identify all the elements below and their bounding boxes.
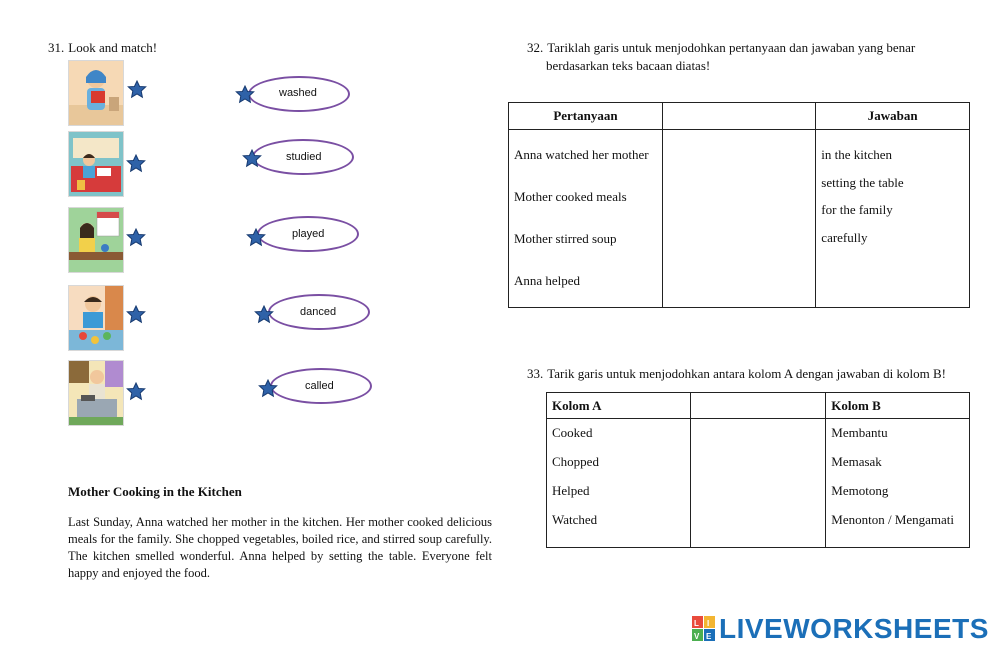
q32-header-pertanyaan: Pertanyaan (509, 103, 663, 130)
q32-answer: carefully (821, 230, 868, 245)
q32-question: Mother cooked meals (514, 189, 627, 204)
logo-text: LIVEWORKSHEETS (719, 613, 989, 644)
q32-header-middle (662, 103, 815, 130)
picture-1-washing (68, 60, 124, 126)
q33-col-a-cell (547, 419, 691, 548)
word-label: washed (279, 87, 317, 99)
q33-col-a-item: Watched (552, 512, 598, 527)
q32-answer: for the family (821, 202, 893, 217)
q32-answer: in the kitchen (821, 147, 893, 162)
svg-text:V: V (694, 632, 700, 641)
q31-header (48, 39, 157, 57)
svg-text:E: E (706, 632, 712, 641)
q33-header-kolom-b: Kolom B (826, 393, 970, 419)
svg-text:I: I (707, 619, 710, 628)
q33-col-a-item: Cooked (552, 425, 593, 440)
q33-number: 33. (527, 366, 544, 381)
q33-col-b-item: Menonton / Mengamati (831, 512, 955, 527)
q33-header-middle (690, 393, 826, 419)
word-label: studied (286, 151, 322, 163)
story-body: Last Sunday, Anna watched her mother in the kitchen. Her mother cooked delicious meals for the family. She chopped vegetables, boiled rice, and stirred soup carefully. The kitchen smelled wonderful. Anna helped by setting the table. Everyone felt happy and enjoyed the food. (68, 515, 492, 580)
star-icon[interactable] (258, 379, 278, 399)
q32-header (527, 39, 967, 57)
q33-header (527, 365, 977, 383)
star-icon[interactable] (246, 228, 266, 248)
word-label: called (305, 380, 334, 392)
q32-instruction-line2: berdasarkan teks bacaan diatas! (546, 58, 711, 73)
logo-badge-icon (692, 616, 716, 642)
star-icon[interactable] (127, 80, 147, 100)
q33-match-area[interactable] (690, 419, 826, 548)
picture-3-calendar (68, 207, 124, 273)
q31-number: 31. (48, 40, 65, 55)
q33-col-a-item: Helped (552, 483, 590, 498)
star-icon[interactable] (126, 154, 146, 174)
q32-questions-cell (509, 130, 663, 308)
picture-5-cooking (68, 360, 124, 426)
star-icon[interactable] (254, 305, 274, 325)
word-label: played (292, 228, 325, 240)
q32-number: 32. (527, 40, 544, 55)
q32-question: Anna helped (514, 273, 581, 288)
q33-col-b-item: Memotong (831, 483, 889, 498)
story-title: Mother Cooking in the Kitchen (68, 484, 242, 499)
star-icon[interactable] (242, 149, 262, 169)
q33-col-b-item: Memasak (831, 454, 882, 469)
q32-question: Anna watched her mother (514, 147, 649, 162)
q33-col-b-item: Membantu (831, 425, 888, 440)
picture-2-studying (68, 131, 124, 197)
q33-col-b-cell (826, 419, 970, 548)
q32-match-area[interactable] (662, 130, 815, 308)
q33-header-kolom-a: Kolom A (547, 393, 691, 419)
liveworksheets-logo (692, 614, 989, 644)
q32-answers-cell (816, 130, 970, 308)
q32-table (508, 102, 970, 308)
star-icon[interactable] (126, 305, 146, 325)
q32-answer: setting the table (821, 175, 904, 190)
picture-4-playing (68, 285, 124, 351)
q31-instruction: Look and match! (68, 40, 158, 55)
star-icon[interactable] (126, 228, 146, 248)
word-label: danced (300, 306, 337, 318)
star-icon[interactable] (235, 85, 255, 105)
q32-header-jawaban: Jawaban (816, 103, 970, 130)
q33-col-a-item: Chopped (552, 454, 599, 469)
q33-table (546, 392, 970, 548)
svg-text:L: L (694, 619, 699, 628)
star-icon[interactable] (126, 382, 146, 402)
q33-instruction: Tarik garis untuk menjodohkan antara kolom A dengan jawaban di kolom B! (547, 366, 947, 381)
q32-question: Mother stirred soup (514, 231, 617, 246)
q32-instruction-line1: Tariklah garis untuk menjodohkan pertanyaan dan jawaban yang benar (547, 40, 916, 55)
